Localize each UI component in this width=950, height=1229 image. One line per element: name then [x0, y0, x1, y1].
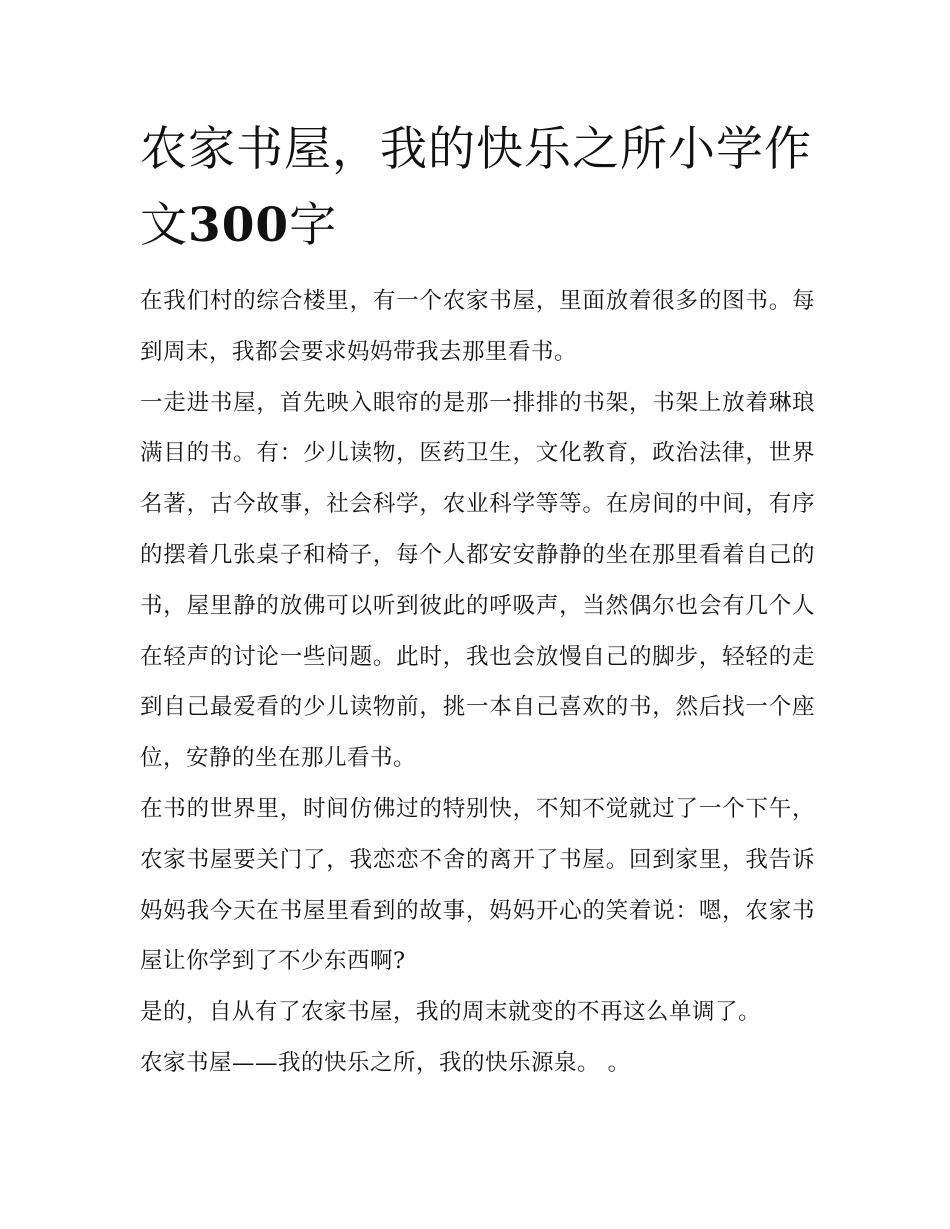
paragraph-3: 在书的世界里，时间仿佛过的特别快，不知不觉就过了一个下午，农家书屋要关门了，我恋恋不舍的离开了书屋。回到家里，我告诉妈妈我今天在书屋里看到的故事，妈妈开心的笑着说：嗯，农家书屋让你学到了不少东西啊? — [140, 795, 815, 975]
paragraph-1: 在我们村的综合楼里，有一个农家书屋，里面放着很多的图书。每到周末，我都会要求妈妈带我去那里看书。 — [140, 288, 815, 365]
paragraph-5: 农家书屋——我的快乐之所，我的快乐源泉。 。 — [140, 1049, 631, 1076]
title-number: 300 — [188, 198, 290, 253]
title-suffix: 字 — [289, 198, 338, 253]
document-body — [140, 276, 815, 1089]
document-title — [140, 112, 820, 264]
title-text: 农家书屋，我的快乐之所小学作文 — [140, 122, 812, 253]
paragraph-2: 一走进书屋，首先映入眼帘的是那一排排的书架，书架上放着琳琅满目的书。有：少儿读物，医药卫生，文化教育，政治法律，世界名著，古今故事，社会科学，农业科学等等。在房间的中间，有序的摆着几张桌子和椅子，每个人都安安静静的坐在那里看着自己的书，屋里静的放佛可以听到彼此的呼吸声，当然偶尔也会有几个人在轻声的讨论一些问题。此时，我也会放慢自己的脚步，轻轻的走到自己最爱看的少儿读物前，挑一本自己喜欢的书，然后找一个座位，安静的坐在那儿看书。 — [140, 389, 815, 772]
paragraph-4: 是的，自从有了农家书屋，我的周末就变的不再这么单调了。 — [140, 999, 762, 1026]
